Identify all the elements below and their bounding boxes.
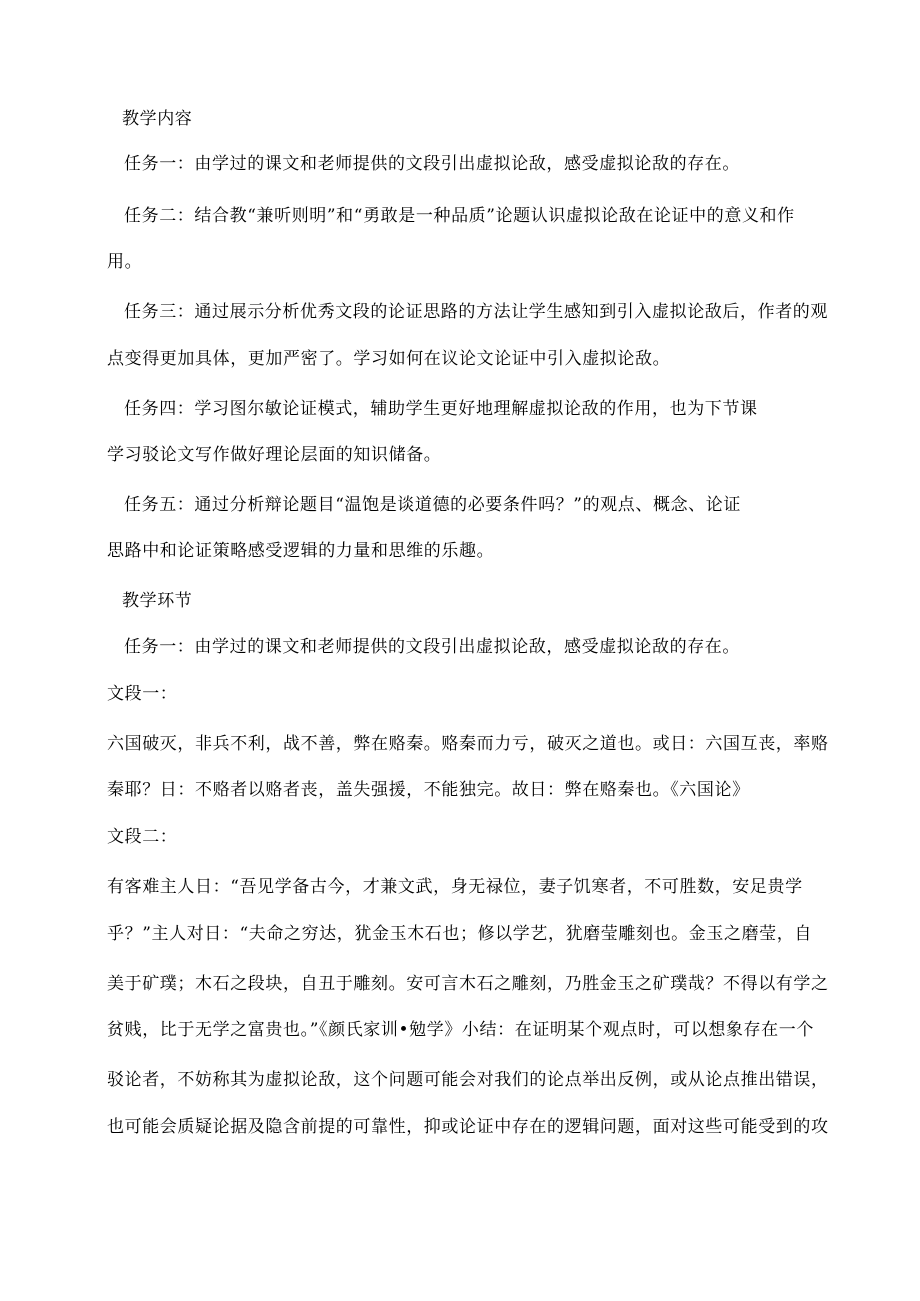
passage-two-line-4: 贫贱，比于无学之富贵也。”《颜氏家训•勉学》小结：在证明某个观点时，可以想象存在一个 [107,1020,814,1040]
task-four-line-2: 学习驳论文写作做好理论层面的知识储备。 [107,445,442,465]
content-heading: 教学内容 [122,109,193,129]
passage-two-line-3: 美于矿璞；木石之段块，自丑于雕刻。安可言木石之雕刻，乃胜金玉之矿璞哉？不得以有学之 [107,974,829,994]
passage-two-line-1: 有客难主人日：“吾见学备古今，才兼文武，身无禄位，妻子饥寒者，不可胜数，安足贵学 [107,877,803,897]
task-two-line-1: 任务二：结合教“兼听则明”和“勇敢是一种品质”论题认识虚拟论敌在论证中的意义和作 [124,206,795,226]
passage-one-line-2: 秦耶？日：不赂者以赂者丧，盖失强援，不能独完。故日：弊在赂秦也。《六国论》 [107,780,750,800]
passage-two-label: 文段二： [107,827,178,847]
steps-heading: 教学环节 [122,591,193,611]
passage-one-label: 文段一： [107,684,178,704]
passage-two-line-5: 驳论者，不妨称其为虚拟论敌，这个问题可能会对我们的论点举出反例，或从论点推出错误， [107,1070,829,1090]
task-three-line-1: 任务三：通过展示分析优秀文段的论证思路的方法让学生感知到引入虚拟论敌后，作者的观 [124,302,828,322]
task-five-line-2: 思路中和论证策略感受逻辑的力量和思维的乐趣。 [107,541,495,561]
task-two-line-2: 用。 [107,252,143,272]
passage-two-line-2: 乎？”主人对日：“夫命之穷达，犹金玉木石也；修以学艺，犹磨莹雕刻也。金玉之磨莹，自 [107,924,812,944]
task-five-line-1: 任务五：通过分析辩论题目“温饱是谈道德的必要条件吗？”的观点、概念、论证 [124,495,741,515]
passage-two-line-6: 也可能会质疑论据及隐含前提的可靠性，抑或论证中存在的逻辑问题，面对这些可能受到的攻 [107,1117,829,1137]
task-four-line-1: 任务四：学习图尔敏论证模式，辅助学生更好地理解虚拟论敌的作用，也为下节课 [124,399,758,419]
passage-one-line-1: 六国破灭，非兵不利，战不善，弊在赂秦。赂秦而力亏，破灭之道也。或日：六国互丧，率赂 [107,734,829,754]
step-task-one-text: 任务一：由学过的课文和老师提供的文段引出虚拟论敌，感受虚拟论敌的存在。 [124,637,740,657]
task-three-line-2: 点变得更加具体，更加严密了。学习如何在议论文论证中引入虚拟论敌。 [107,349,671,369]
task-one-text: 任务一：由学过的课文和老师提供的文段引出虚拟论敌，感受虚拟论敌的存在。 [124,154,740,174]
